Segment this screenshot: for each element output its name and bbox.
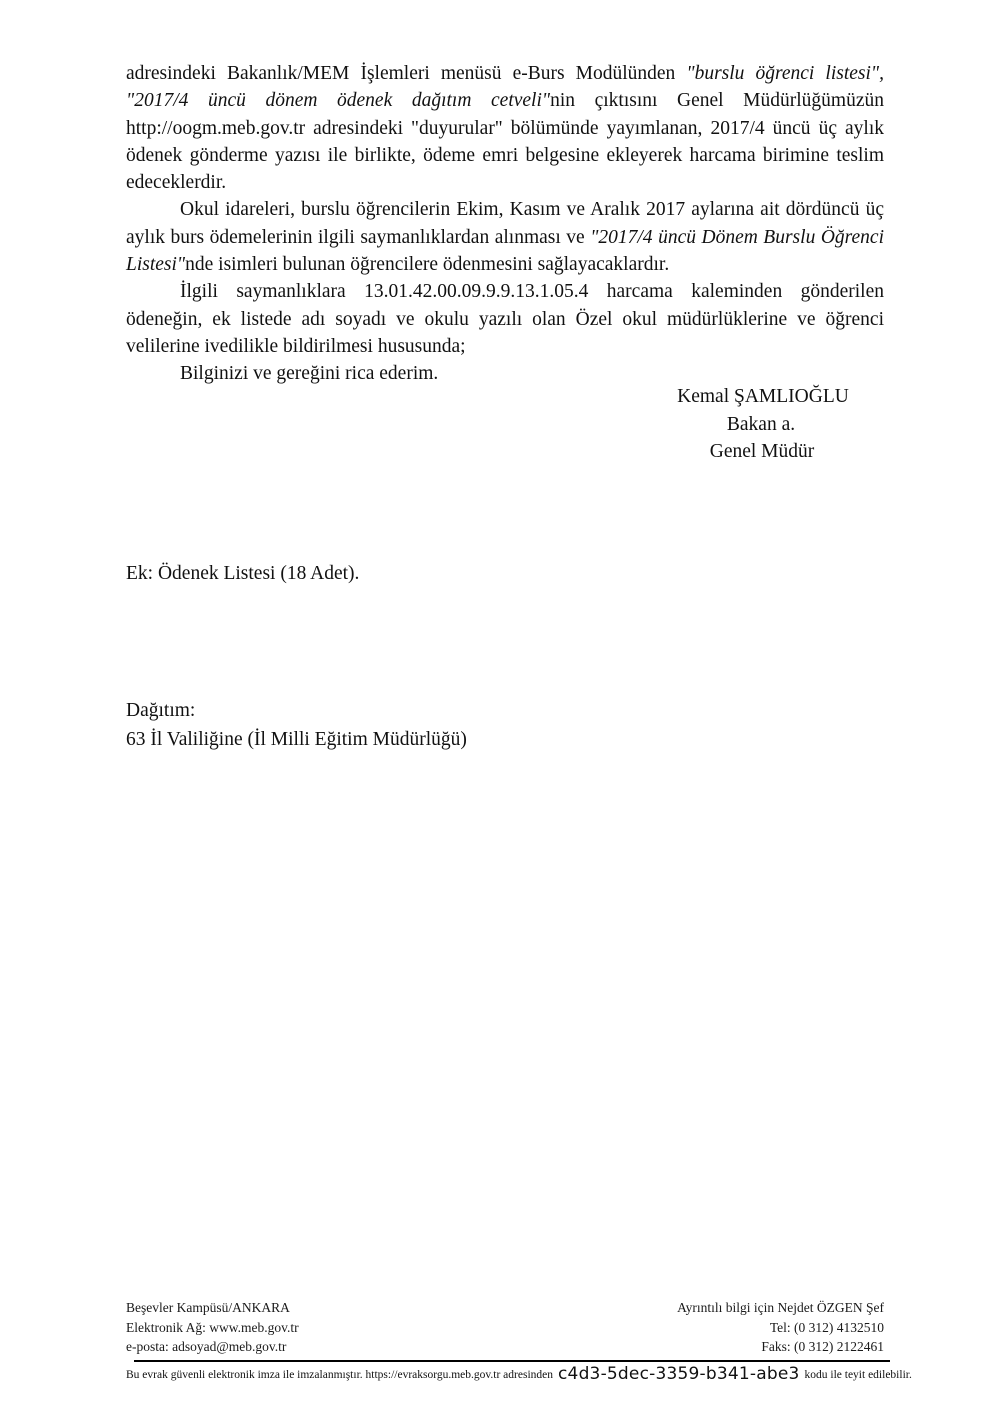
signature-block <box>600 383 920 466</box>
paragraph-3-segment-normal-1: İlgili saymanlıklara 13.01.42.00.09.9.9.13.1.05.4 harcama kaleminden gönderilen ödeneğin, ek listede adı soyadı ve okulu yazılı olan Özel okul müdürlüklerine ve öğrenci velilerine ivedilikle bildirilmesi hususunda; <box>126 281 884 357</box>
distribution-line-1: 63 İl Valiliğine (İl Milli Eğitim Müdürlüğü) <box>126 729 467 750</box>
esignature-suffix-text: kodu ile teyit edilebilir. <box>804 1369 912 1381</box>
esignature-verification-strip <box>126 1364 912 1384</box>
footer-website-line: Elektronik Ağ: www.meb.gov.tr <box>126 1319 299 1335</box>
paragraph-2-segment-italic: "2017/4 üncü Dönem Burslu Öğrenci Listesi" <box>126 226 884 276</box>
footer-email-line: e-posta: adsoyad@meb.gov.tr <box>126 1339 287 1354</box>
signatory-name: Kemal ŞAMLIOĞLU <box>677 386 849 407</box>
footer-divider <box>134 1360 890 1362</box>
distribution-block <box>126 696 467 754</box>
paragraph-4-segment-normal-1: Bilginizi ve gereğini rica ederim. <box>180 363 439 385</box>
page-footer <box>126 1298 884 1357</box>
esignature-verification-code: c4d3-5dec-3359-b341-abe3 <box>558 1364 800 1384</box>
paragraph-2-segment-normal-2: nde isimleri bulunan öğrencilere ödenmesini sağlayacaklardır. <box>185 254 670 276</box>
signatory-role-line-1: Bakan a. <box>726 413 796 435</box>
footer-phone-line: Tel: (0 312) 4132510 <box>769 1319 884 1335</box>
footer-address-column <box>126 1298 299 1357</box>
esignature-prefix-text: Bu evrak güvenli elektronik imza ile imzalanmıştır. https://evraksorgu.meb.gov.tr adresinden <box>126 1369 553 1381</box>
attachment-note: Ek: Ödenek Listesi (18 Adet). <box>126 563 360 584</box>
body-paragraph-2 <box>126 196 884 278</box>
footer-contact-person-line: Ayrıntılı bilgi için Nejdet ÖZGEN Şef <box>677 1300 884 1315</box>
body-paragraph-3 <box>126 278 884 360</box>
distribution-heading: Dağıtım: <box>126 700 196 721</box>
paragraph-1-segment-normal-2: nin çıktısını Genel Müdürlüğümüzün http://oogm.meb.gov.tr adresindeki "duyurular" bölümünde yayımlanan, 2017/4 üncü üç aylık ödenek gönderme yazısı ile birlikte, ödeme emri belgesine ekleyerek harcama birimine teslim edeceklerdir. <box>126 90 884 194</box>
paragraph-1-segment-italic: "burslu öğrenci listesi", "2017/4 üncü dönem ödenek dağıtım cetveli" <box>126 63 884 112</box>
paragraph-1-segment-normal-1: adresindeki Bakanlık/MEM İşlemleri menüsü e-Burs Modülünden <box>126 63 687 84</box>
footer-address-line: Beşevler Kampüsü/ANKARA <box>126 1300 290 1315</box>
paragraph-2-segment-normal-1: Okul idareleri, burslu öğrencilerin Ekim, Kasım ve Aralık 2017 aylarına ait dördüncü üç aylık burs ödemelerinin ilgili saymanlıklardan alınması ve <box>126 199 884 248</box>
signatory-role-line-2: Genel Müdür <box>709 441 815 462</box>
footer-contact-column <box>677 1298 884 1357</box>
body-paragraph-1 <box>126 60 884 196</box>
footer-fax-line: Faks: (0 312) 2122461 <box>761 1339 884 1354</box>
document-body <box>126 60 884 388</box>
